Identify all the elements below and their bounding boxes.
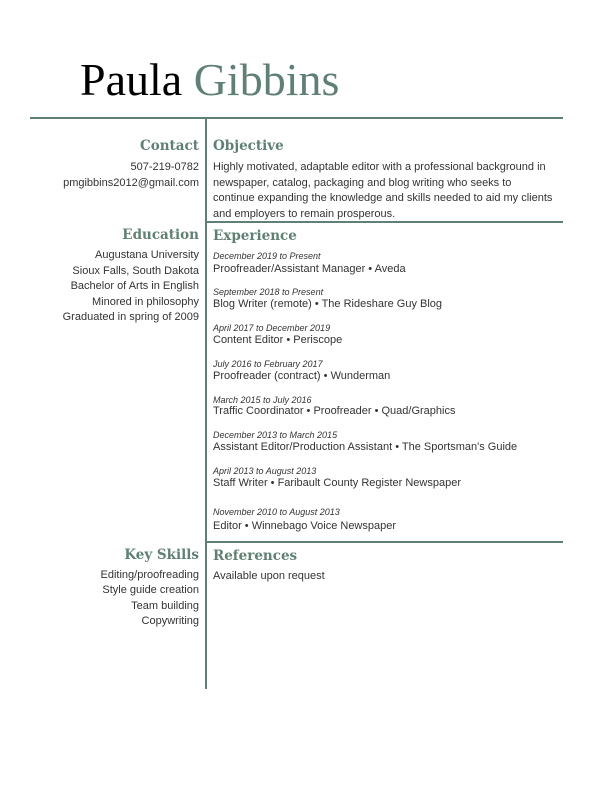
job-date: September 2018 to Present [213, 287, 324, 297]
skill-item: Copywriting [141, 615, 199, 627]
references-text: Available upon request [213, 570, 325, 582]
contact-email[interactable]: pmgibbins2012@gmail.com [63, 177, 199, 189]
contact-heading: Contact [139, 138, 199, 154]
job-role: Editor • Winnebago Voice Newspaper [213, 520, 397, 532]
job-date: April 2013 to August 2013 [213, 466, 317, 476]
education-heading: Education [122, 227, 199, 243]
job-role: Proofreader (contract) • Wunderman [213, 370, 391, 382]
objective-heading: Objective [213, 138, 284, 154]
skill-item: Style guide creation [102, 584, 199, 596]
objective-text: Highly motivated, adaptable editor with a professional background in newspaper, catalog, packaging and blog writing who seeks to continue expanding the knowledge and skills needed to aid my clients and employers to remain prosperous. [213, 161, 553, 220]
column-divider [205, 118, 207, 689]
education-line: Minored in philosophy [91, 296, 199, 308]
job-date: November 2010 to August 2013 [213, 507, 340, 517]
job-date: March 2015 to July 2016 [213, 395, 312, 405]
contact-phone: 507-219-0782 [130, 161, 199, 173]
job-date: April 2017 to December 2019 [213, 323, 331, 333]
skill-item: Team building [131, 600, 199, 612]
job-role: Content Editor • Periscope [213, 334, 343, 346]
experience-divider [206, 541, 563, 543]
experience-heading: Experience [213, 228, 297, 244]
skill-item: Editing/proofreading [100, 569, 199, 581]
education-line: Sioux Falls, South Dakota [72, 265, 199, 277]
job-date: December 2019 to Present [213, 251, 321, 261]
education-line: Augustana University [95, 249, 199, 261]
job-role: Staff Writer • Faribault County Register Newspaper [213, 477, 461, 489]
job-role: Assistant Editor/Production Assistant • The Sportsman's Guide [213, 441, 518, 453]
job-date: July 2016 to February 2017 [213, 359, 323, 369]
job-role: Proofreader/Assistant Manager • Aveda [213, 263, 406, 275]
skills-heading: Key Skills [124, 547, 199, 563]
references-heading: References [213, 548, 298, 564]
job-date: December 2013 to March 2015 [213, 430, 338, 440]
job-role: Traffic Coordinator • Proofreader • Quad/Graphics [213, 405, 456, 417]
last-name: Gibbins [193, 54, 340, 105]
resume-name [80, 52, 339, 108]
education-line: Graduated in spring of 2009 [62, 311, 199, 323]
header-divider [30, 117, 563, 119]
education-line: Bachelor of Arts in English [70, 280, 199, 292]
job-role: Blog Writer (remote) • The Rideshare Guy Blog [213, 298, 443, 310]
first-name: Paula [80, 54, 183, 105]
